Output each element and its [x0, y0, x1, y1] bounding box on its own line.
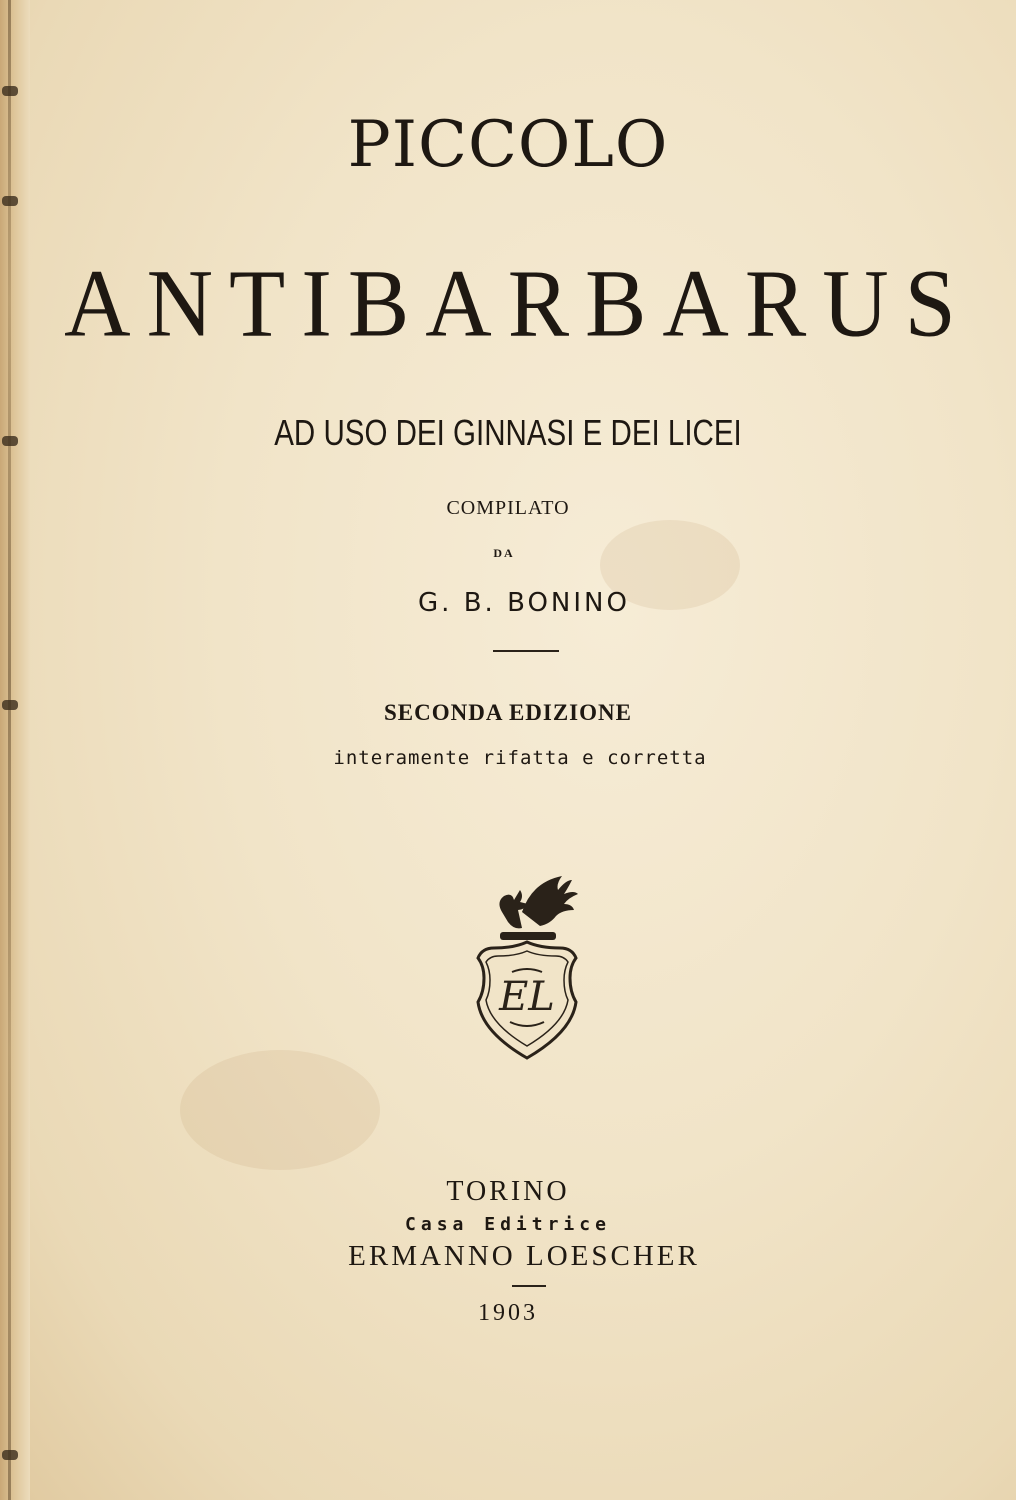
- imprint-city: TORINO: [446, 1176, 570, 1207]
- imprint-house-label: Casa Editrice: [405, 1214, 611, 1235]
- title-line-1: PICCOLO: [347, 108, 669, 182]
- griffin-shield-crest-icon: [462, 872, 592, 1068]
- emblem-monogram: EL: [499, 974, 555, 1020]
- imprint-divider: [512, 1285, 546, 1287]
- binding-stitch-mark: [2, 436, 18, 446]
- binding-stitch-mark: [2, 196, 18, 206]
- subtitle: AD USO DEI GINNASI E DEI LICEI: [274, 412, 742, 453]
- author-name: G. B. BONINO: [418, 588, 630, 618]
- binding-stitch-mark: [2, 1450, 18, 1460]
- divider-rule: [493, 650, 559, 652]
- edition-note: interamente rifatta e corretta: [333, 747, 707, 769]
- by-label: DA: [493, 546, 515, 560]
- title-line-2: ANTIBARBARUS: [64, 249, 972, 357]
- binding-stitch-mark: [2, 86, 18, 96]
- imprint-year: 1903: [478, 1300, 538, 1326]
- edition-label: SECONDA EDIZIONE: [384, 700, 632, 725]
- spine-binding-line: [8, 0, 11, 1500]
- paper-stain: [180, 1050, 380, 1170]
- compiled-label: COMPILATO: [446, 497, 570, 519]
- imprint-publisher: ERMANNO LOESCHER: [348, 1240, 700, 1272]
